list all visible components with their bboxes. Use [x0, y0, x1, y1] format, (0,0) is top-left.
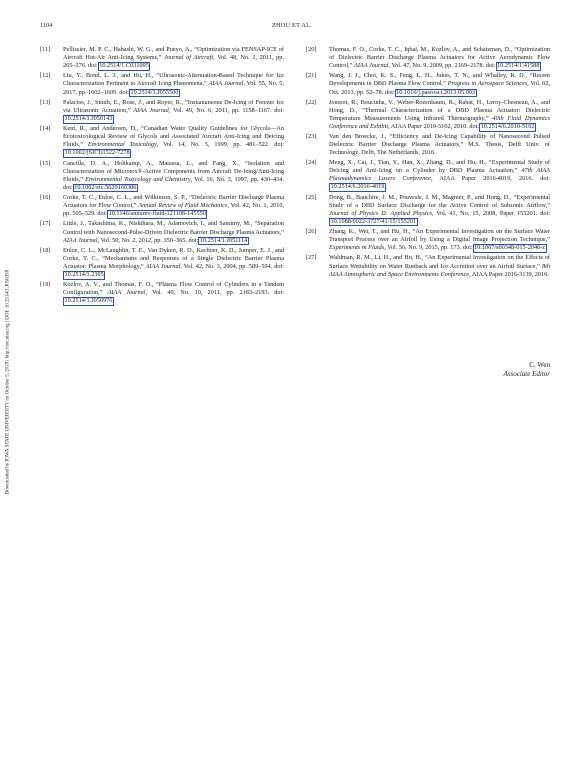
- reference-details: , Vol. 16, No. 3, 1997, pp. 430–434.: [190, 175, 285, 183]
- doi-prefix: doi:: [462, 244, 473, 252]
- reference-text: Pellissier, M. P. C., Habashi, W. G., and Pueyo, A., “Optimization via FENSAP-ICE of Aircraft Hot-Air Anti-Icing Systems,”: [63, 46, 284, 62]
- reference-item: [40, 194, 284, 219]
- reference-text: Corke, T. C., Enloe, C. L., and Wilkinson, S. P., “Dielectric Barrier Discharge Plasma Actuators for Flow Control,”: [63, 194, 284, 210]
- reference-number: [18]: [40, 246, 51, 254]
- reference-venue: Experiments in Fluids: [329, 244, 385, 252]
- reference-details: , Vol. 42, No. 3, 2004, pp. 589–594.: [180, 263, 273, 270]
- reference-details: , Vol. 62, Oct. 2013, pp. 52–78.: [329, 80, 550, 96]
- reference-venue: Environmental Toxicology and Chemistry: [85, 175, 191, 183]
- reference-item: [40, 46, 284, 71]
- doi-link[interactable]: 10.2514/1.2305: [64, 271, 104, 279]
- reference-number: [27]: [306, 254, 317, 262]
- reference-details: , Vol. 50, No. 2, 2012, pp. 350–365.: [97, 236, 187, 244]
- page-number: 1104: [40, 22, 53, 29]
- doi-link[interactable]: 10.2514/1.C031095: [99, 62, 149, 70]
- reference-text: Liu, Y., Bond, L. J., and Hu, H., “Ultrasonic-Attenuation-Based Technique for Ice Characterization Pertinent to Aircraft Icing Phenomena,”: [63, 72, 284, 88]
- reference-details: , Vol. 49, No. 10, 2011, pp. 2183–2193.: [145, 289, 270, 297]
- reference-text: Enloe, C. L., McLaughlin, T. E., Van Dyken, R. D., Kachner, K. D., Jumper, E. J., and Corke, T. C., “Mechanisms and Responses of a Single Dielectric Barrier Plasma Actuator: Plasma Morphology,”: [63, 246, 284, 270]
- reference-item: [306, 72, 550, 97]
- reference-item: [40, 125, 284, 158]
- doi-prefix: doi:: [469, 123, 480, 131]
- reference-venue: 47th AIAA Plasmadynamics Lasers Conference: [329, 167, 550, 183]
- reference-venue: AIAA Journal: [354, 62, 389, 70]
- reference-number: [11]: [40, 46, 51, 53]
- reference-venue: Journal of Aircraft: [164, 54, 214, 62]
- reference-number: [14]: [40, 125, 51, 133]
- doi-link[interactable]: 10.1002/(SICI)1522-7278: [64, 149, 130, 157]
- doi-link[interactable]: 10.2514/6.2010-5102: [480, 123, 535, 131]
- reference-details: , AIAA Paper 2016-3139, 2016.: [469, 270, 549, 278]
- reference-item: [306, 99, 550, 132]
- doi-link[interactable]: 10.1007/s00348-015-2046-z: [474, 244, 546, 252]
- references-left-column: [40, 46, 284, 308]
- doi-link[interactable]: 10.2514/1.J050143: [64, 114, 113, 122]
- doi-prefix: doi:: [274, 141, 284, 149]
- reference-venue: Annual Review of Fluid Mechanics: [138, 202, 228, 210]
- doi-prefix: doi:: [274, 106, 285, 114]
- doi-prefix: doi:: [63, 183, 73, 191]
- doi-prefix: doi:: [274, 263, 284, 270]
- reference-venue: AIAA Journal: [107, 289, 146, 297]
- doi-prefix: doi:: [540, 175, 551, 183]
- reference-venue: AIAA Journal: [208, 80, 244, 88]
- reference-text: Dong, B., Bauchire, J. M., Pouvesle, J. M., Magnier, P., and Hong, D., “Experimental Study of a DBD Surface Discharge for the Active Control of Subsonic Airflow,”: [329, 193, 550, 209]
- reference-venue: Journal of Physics D: Applied Physics: [329, 209, 432, 217]
- reference-item: [306, 133, 550, 157]
- doi-prefix: doi:: [384, 88, 395, 96]
- reference-text: Cancilla, D. A., Holtkamp, A., Matassa, L., and Fang, X., “Isolation and Characterization of Microtox®-Active Components from Aircraft De-Icing/Anti-Icing Fluids,”: [63, 159, 284, 183]
- reference-venue: AIAA Journal: [133, 106, 169, 114]
- reference-details: , Vol. 14, No. 5, 1999, pp. 481–522.: [156, 141, 270, 149]
- reference-number: [17]: [40, 220, 51, 228]
- reference-text: Wang, J. J., Choi, K. S., Feng, L. H., Jukes, T. N., and Whalley, R. D., “Recent Developments in DBD Plasma Flow Control,”: [329, 72, 550, 88]
- reference-item: [306, 254, 550, 278]
- doi-prefix: doi:: [188, 236, 199, 244]
- reference-text: Van den Broecke, J., “Efficiency and De-Icing Capability of Nanosecond Pulsed Dielectric Barrier Discharge Plasma Actuators,” M.S. Thesis, Delft Univ. of Technology, Delft, The Netherlands, 2016.: [329, 133, 550, 157]
- doi-prefix: doi:: [274, 289, 284, 297]
- reference-text: Kozlov, A. V., and Thomas, F. O., “Plasma Flow Control of Cylinders in a Tandem Configuration,”: [63, 281, 284, 297]
- running-header: [40, 21, 544, 31]
- reference-details: , Vol. 55, No. 5, 2017, pp. 1602–1609.: [63, 80, 284, 96]
- reference-details: , Vol. 56, No. 9, 2015, pp. 173.: [384, 244, 462, 252]
- reference-text: Waldman, R. M., Li, H., and Hu, H., “An Experimental Investigation on the Effects of Surface Wettability on Water Runback and Ice Accretion over an Airfoil Surface,”: [329, 254, 550, 270]
- reference-number: [24]: [306, 159, 317, 167]
- doi-link[interactable]: 10.2514/1.J051114: [199, 236, 248, 244]
- doi-link[interactable]: 10.1146/annurev-fluid-121108-145550: [108, 210, 206, 218]
- reference-venue: Progress in Aerospace Sciences: [447, 80, 528, 88]
- reference-number: [12]: [40, 72, 51, 80]
- reference-venue: AIAA Journal: [63, 236, 98, 244]
- reference-number: [16]: [40, 194, 51, 202]
- reference-details: , Vol. 42, No. 1, 2010, pp. 505–529.: [63, 202, 285, 218]
- reference-number: [15]: [40, 159, 51, 167]
- reference-venue: 8th AIAA Atmospheric and Space Environments Conference: [329, 262, 550, 278]
- reference-venue: AIAA Journal: [145, 263, 181, 270]
- reference-item: [40, 247, 284, 280]
- running-header-authors: ZHOU ET AL.: [271, 22, 313, 29]
- reference-number: [20]: [306, 46, 317, 53]
- reference-text: Kent, R., and Andersen, D., “Canadian Water Quality Guidelines for Glycols—An Ecotoxicological Review of Glycols and Associated Aircraft Anti-Icing and Deicing Fluids,”: [63, 125, 284, 149]
- reference-text: Joussot, R., Boucinha, V., Weber-Rozenbaum, R., Rabat, H., Leroy-Chesneau, A., and Hong, D., “Thermal Characterization of a DBD Plasma Actuator: Dielectric Temperature Measurements Using Infrared Thermography,”: [329, 98, 550, 122]
- reference-number: [21]: [306, 72, 317, 80]
- reference-number: [22]: [306, 98, 317, 106]
- reference-details: , AIAA Paper 2016-4019, 2016.: [430, 175, 534, 183]
- reference-number: [13]: [40, 98, 51, 106]
- reference-venue: Environmental Toxicology: [87, 141, 157, 149]
- reference-text: Zhang, K., Wei, T., and Hu, H., “An Experimental Investigation on the Surface Water Transport Process over an Airfoil by Using a Digital Image Projection Technique,”: [329, 228, 550, 244]
- reference-details: , Vol. 47, No. 9, 2009, pp. 2169–2178.: [388, 62, 485, 70]
- doi-link[interactable]: 10.2514/1.J055500: [130, 88, 179, 96]
- references-right-column: [306, 46, 550, 280]
- reference-item: [40, 99, 284, 124]
- doi-prefix: doi:: [88, 62, 98, 70]
- reference-item: [40, 72, 284, 97]
- doi-link[interactable]: 10.1002/etc.5620160306: [74, 183, 137, 191]
- reference-item: [40, 220, 284, 245]
- reference-number: [19]: [40, 281, 51, 289]
- doi-prefix: doi:: [119, 88, 129, 96]
- reference-text: Palacios, J., Smith, E., Rose, J., and Royer, R., “Instantaneous De-Icing of Freezer Ice via Ultrasonic Actuation,”: [63, 98, 284, 114]
- doi-prefix: doi:: [540, 209, 551, 217]
- reference-item: [306, 228, 550, 253]
- reference-details: , Vol. 49, No. 6, 2011, pp. 1158–1167.: [168, 106, 272, 114]
- editor-name: C. Wen: [529, 361, 550, 369]
- reference-details: , AIAA Paper 2010-5102, 2010.: [388, 123, 468, 131]
- editor-role: Associate Editor: [503, 370, 550, 378]
- reference-details: , Vol. 48, No. 1, 2011, pp. 265–276.: [63, 54, 284, 70]
- reference-details: , Vol. 41, No. 15, 2008, Paper 155201.: [431, 209, 538, 217]
- doi-link[interactable]: 10.2514/1.41588: [497, 62, 540, 70]
- reference-item: [40, 160, 284, 193]
- reference-text: Meng, X., Cai, J., Tian, Y., Han, X., Zhang, D., and Hu, H., “Experimental Study of Deicing and Anti-Icing on a Cylinder by DBD Plasma Actuation,”: [329, 159, 550, 175]
- reference-text: Little, J., Takashima, K., Nishihara, M., Adamovich, I., and Samimy, M., “Separation Control with Nanosecond-Pulse-Driven Dielectric Barrier Discharge Plasma Actuators,”: [63, 220, 285, 236]
- doi-link[interactable]: 10.2514/6.2016-4019: [330, 183, 385, 191]
- reference-number: [23]: [306, 133, 317, 141]
- reference-number: [25]: [306, 193, 317, 201]
- reference-item: [306, 159, 550, 192]
- reference-item: [306, 46, 550, 71]
- editor-signature: [306, 361, 550, 379]
- reference-item: [306, 194, 550, 227]
- download-sidebar-text: Downloaded by IOWA STATE UNIVERSITY on October 5, 2018 | http://arc.aiaa.org | DOI: 10.2514/1.J056358: [5, 269, 11, 495]
- doi-prefix: doi:: [97, 210, 108, 218]
- doi-link[interactable]: 10.2514/1.J050976: [64, 297, 113, 305]
- doi-link[interactable]: 10.1016/j.paerosci.2013.05.003: [396, 88, 476, 96]
- reference-item: [40, 281, 284, 306]
- reference-text: Thomas, F. O., Corke, T. C., Iqbal, M., Kozlov, A., and Schatzman, D., “Optimization of Dielectric Barrier Discharge Plasma Actuators for Active Aerodynamic Flow Control,”: [329, 46, 550, 70]
- reference-venue: 40th Fluid Dynamics Conference and Exhibit: [329, 114, 550, 131]
- doi-prefix: doi:: [485, 62, 496, 70]
- reference-number: [26]: [306, 228, 317, 236]
- doi-link[interactable]: 10.1088/0022-3727/41/15/155201: [330, 217, 417, 225]
